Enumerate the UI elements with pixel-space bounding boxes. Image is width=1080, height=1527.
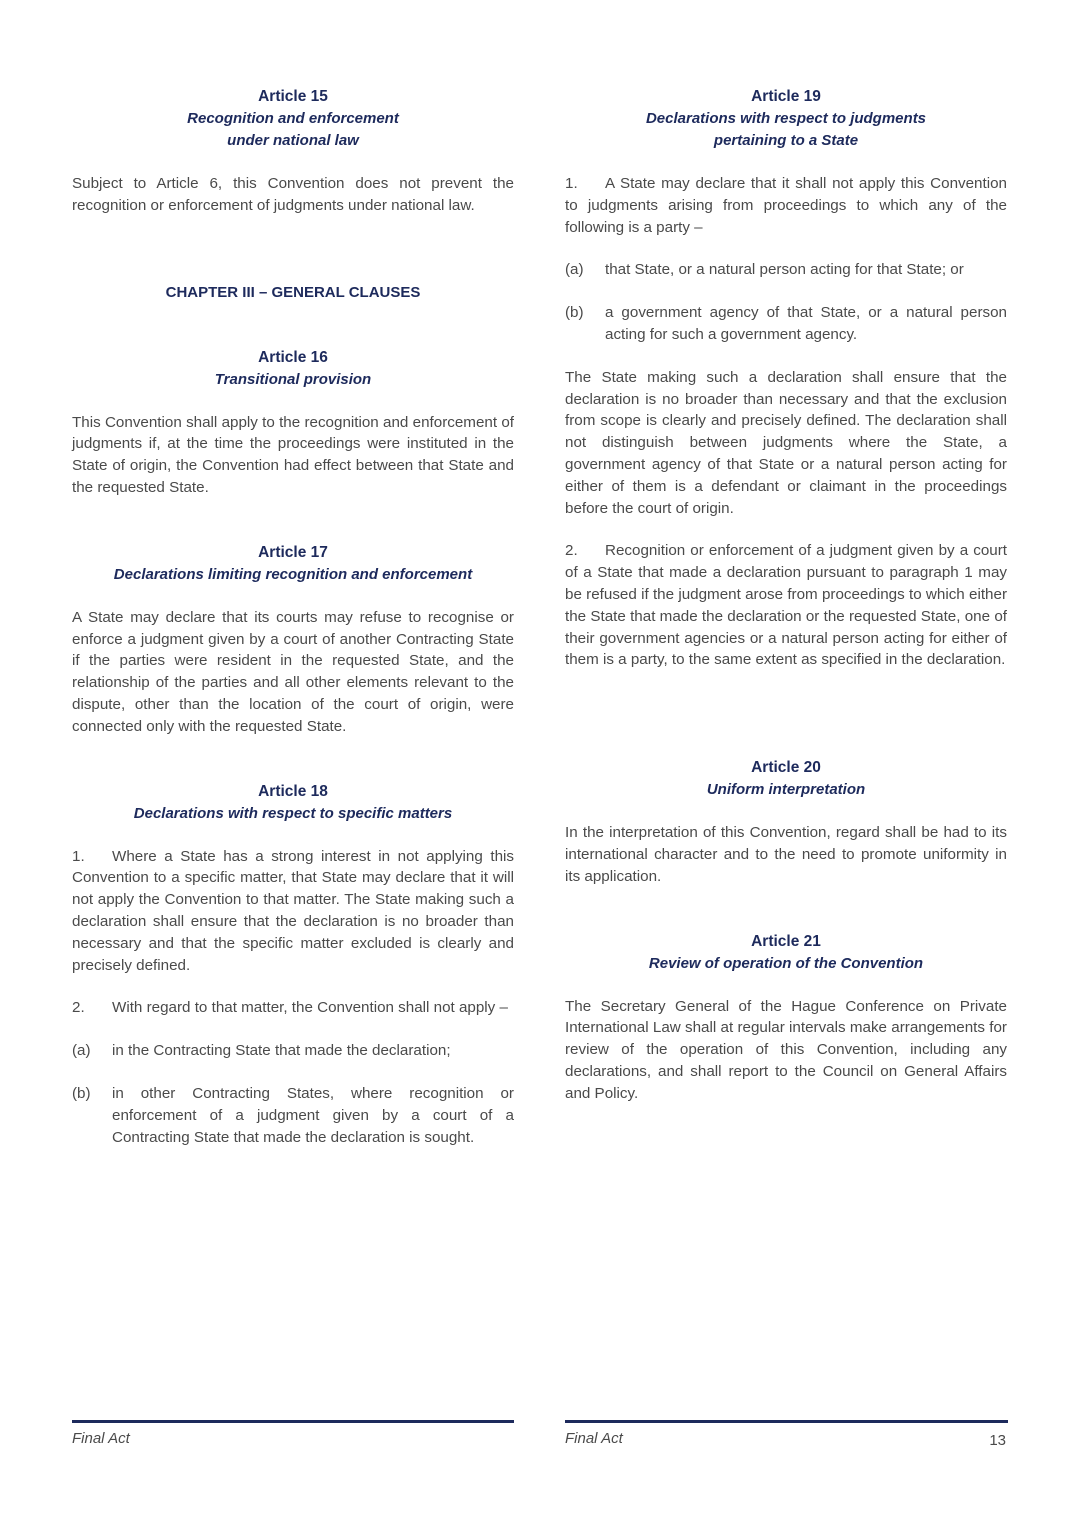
paragraph-text: Where a State has a strong interest in not applying this Convention to a specific matter, that State may declare that it will not apply the Convention to that matter. The State making such a declaration shall ensure that the declaration is no broader than necessary and that the specific matter excluded is clearly and precisely defined.: [72, 847, 514, 974]
article-19-declaration-text: The State making such a declaration shall ensure that the declaration is no broader than necessary and that the exclusion from scope is clearly and precisely defined. The declaration shall not distinguish between judgments where the State, a government agency of that State or a natural person acting for either of them is a defendant or claimant in the proceedings before the court of origin.: [565, 368, 1007, 517]
footer-rule-left: [72, 1420, 514, 1423]
right-column: [565, 86, 1007, 1105]
article-19-title-line2: pertaining to a State: [713, 132, 859, 149]
item-label: (a): [72, 1042, 91, 1060]
article-16-text: This Convention shall apply to the recognition and enforcement of judgments if, at the time the proceedings were instituted in the State of origin, the Convention had effect between that State and the requested State.: [72, 413, 514, 496]
article-19-paragraph-1: [565, 173, 1007, 238]
article-16-title: Transitional provision: [214, 370, 372, 388]
article-15-title-line2: under national law: [227, 132, 359, 149]
article-20-number: Article 20: [751, 759, 821, 777]
item-label: (b): [72, 1084, 91, 1102]
article-21-number: Article 21: [751, 932, 821, 950]
article-20-title: Uniform interpretation: [706, 781, 866, 799]
item-text: that State, or a natural person acting for that State; or: [605, 261, 964, 279]
item-label: (b): [565, 304, 584, 322]
article-17-title: Declarations limiting recognition and enforcement: [113, 565, 473, 583]
article-17-heading: [72, 542, 514, 586]
article-20-heading: [565, 757, 1007, 801]
paragraph-number: 2.: [565, 542, 578, 560]
article-15-text: Subject to Article 6, this Convention does not prevent the recognition or enforcement of judgments under national law.: [72, 175, 514, 214]
article-19-title-line1: Declarations with respect to judgments: [645, 110, 927, 127]
article-18-number: Article 18: [258, 782, 328, 800]
article-18-title: Declarations with respect to specific matters: [133, 804, 453, 822]
article-21-text: The Secretary General of the Hague Conference on Private International Law shall at regular intervals make arrangements for review of the operation of this Convention, including any declarations, and shall report to the Council on General Affairs and Policy.: [565, 997, 1007, 1102]
item-text: a government agency of that State, or a natural person acting for such a government agency.: [605, 304, 1007, 343]
article-19-paragraph-2: [565, 540, 1007, 671]
article-18-paragraph-1: [72, 846, 514, 977]
footer-label-right: Final Act: [565, 1430, 623, 1447]
article-19-number: Article 19: [751, 88, 821, 105]
footer-label-left: Final Act: [72, 1430, 130, 1447]
article-16-number: Article 16: [258, 348, 328, 366]
article-18-item-a: [72, 1040, 514, 1062]
item-label: (a): [565, 261, 584, 279]
article-20-text: In the interpretation of this Convention, regard shall be had to its international character and to the need to promote uniformity in its application.: [565, 824, 1007, 885]
paragraph-text: With regard to that matter, the Convention shall not apply –: [112, 999, 508, 1017]
article-17-number: Article 17: [258, 543, 328, 561]
article-19-item-b: [565, 302, 1007, 346]
paragraph-number: 2.: [72, 999, 85, 1017]
article-21-heading: [565, 931, 1007, 975]
paragraph-text: A State may declare that it shall not apply this Convention to judgments arising from proceedings to which any of the following is a party –: [565, 175, 1007, 236]
chapter-heading: CHAPTER III – GENERAL CLAUSES: [165, 283, 421, 301]
article-19-item-a: [565, 259, 1007, 281]
article-18-paragraph-2: [72, 997, 514, 1019]
paragraph-number: 1.: [565, 175, 578, 192]
article-16-heading: [72, 347, 514, 391]
footer-rule-right: [565, 1420, 1008, 1423]
paragraph-text: Recognition or enforcement of a judgment given by a court of a State that made a declaration pursuant to paragraph 1 may be refused if the judgment arose from proceedings to which either the State that made the declaration or the requested State, one of their government agencies or a natural person acting for either of them is a party, to the same extent as specified in the declaration.: [565, 542, 1007, 669]
paragraph-number: 1.: [72, 847, 85, 865]
article-17-text: A State may declare that its courts may refuse to recognise or enforce a judgment given by a court of another Contracting State if the parties were resident in the requested State, and the relationship of the parties and all other elements relevant to the dispute, other than the location of the court of origin, were connected only with the requested State.: [72, 608, 514, 735]
article-15-title-line1: Recognition and enforcement: [187, 110, 399, 127]
page-number: 13: [989, 1432, 1006, 1449]
item-text: in the Contracting State that made the declaration;: [112, 1042, 451, 1060]
article-15-number: Article 15: [258, 88, 328, 105]
left-column: [72, 86, 514, 1148]
article-15-heading: [72, 86, 514, 152]
article-18-heading: [72, 781, 514, 825]
item-text: in other Contracting States, where recognition or enforcement of a judgment given by a court of a Contracting State that made the declaration is sought.: [112, 1084, 514, 1146]
article-21-title: Review of operation of the Convention: [648, 954, 924, 972]
article-19-heading: [565, 86, 1007, 152]
article-18-item-b: [72, 1083, 514, 1148]
